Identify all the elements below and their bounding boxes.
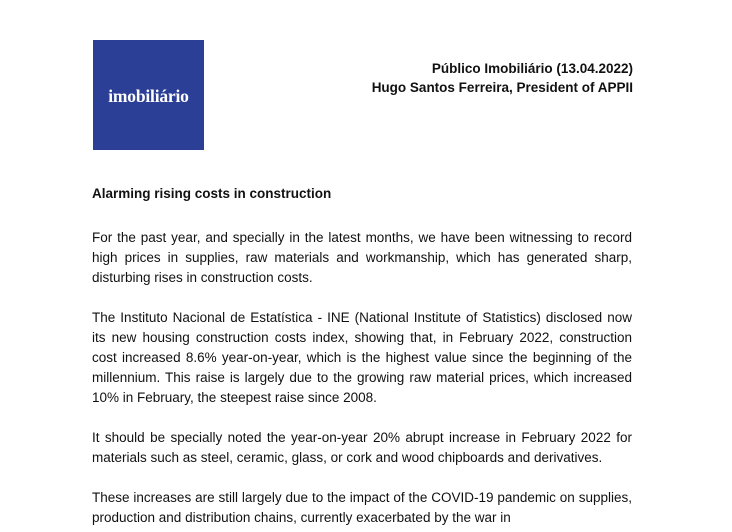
imobiliario-logo — [93, 40, 204, 150]
publication-line: Público Imobiliário (13.04.2022) — [431, 61, 633, 76]
logo-text: imobiliário — [108, 86, 189, 106]
paragraph-2: The Instituto Nacional de Estatística - INE (National Institute of Statistics) disclosed now its new housing construction costs index, showing that, in February 2022, construction cost increased 8.6% year-on-year, which is the highest value since the beginning of the millennium. This raise is largely due to the growing raw material prices, which increased 10% in February, the steepest raise since 2008. — [92, 310, 632, 405]
article-title: Alarming rising costs in construction — [92, 186, 332, 201]
author-line: Hugo Santos Ferreira, President of APPII — [371, 80, 633, 95]
paragraph-1: For the past year, and specially in the latest months, we have been witnessing to record high prices in supplies, raw materials and workmanship, which has generated sharp, disturbing rises in construction costs. — [92, 230, 632, 285]
paragraph-4: These increases are still largely due to the impact of the COVID-19 pandemic on supplies, production and distribution chains, currently exacerbated by the war in — [92, 490, 632, 525]
paragraph-3: It should be specially noted the year-on-year 20% abrupt increase in February 2022 for materials such as steel, ceramic, glass, or cork and wood chipboards and derivatives. — [92, 430, 632, 465]
source-block — [372, 59, 633, 97]
